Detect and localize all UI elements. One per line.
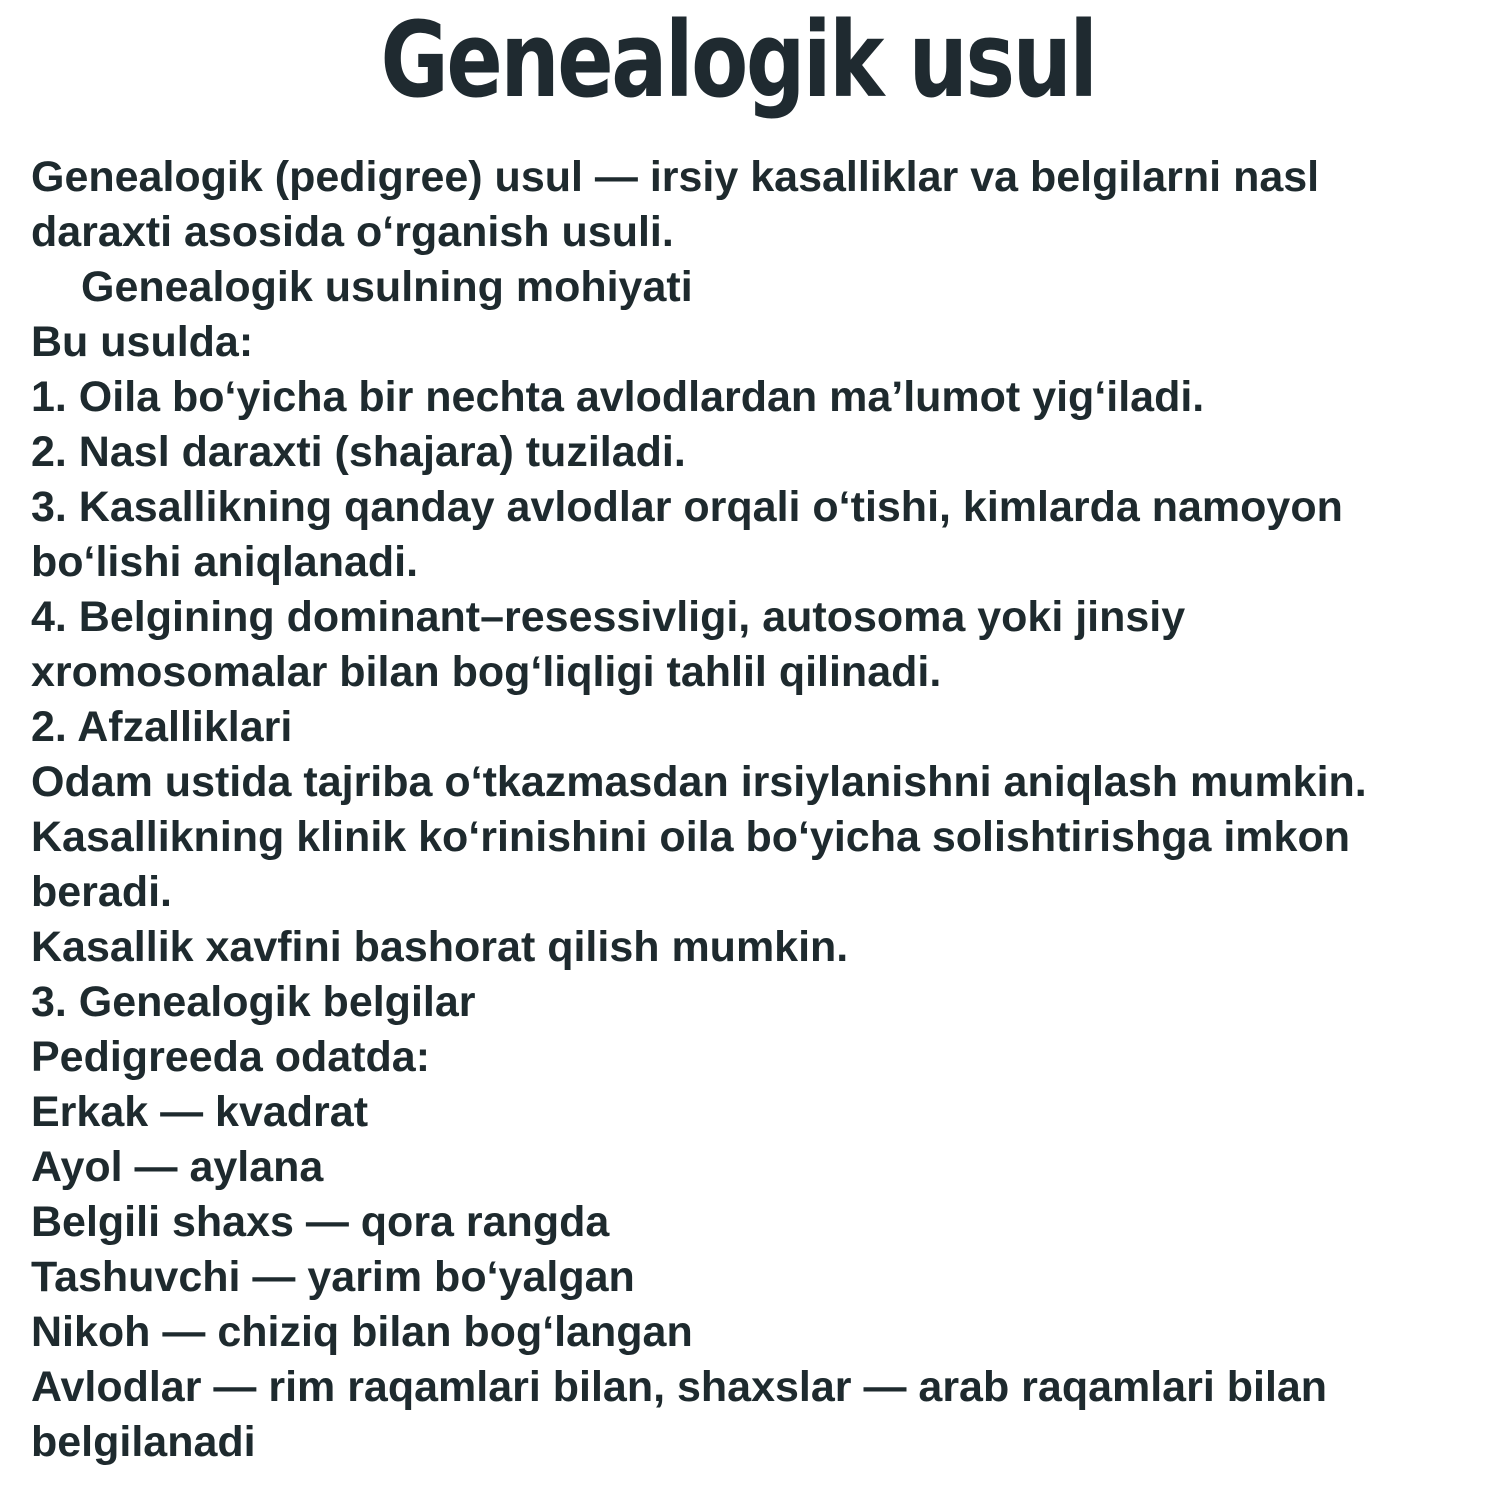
paragraph-line: Kasallikning klinik ko‘rinishini oila bo‘yicha solishtirishga imkon [31,813,1350,861]
section-heading: Genealogik usulning mohiyati [81,263,693,311]
paragraph-line: beradi. [31,868,172,916]
section-heading: 3. Genealogik belgilar [31,978,476,1026]
paragraph-line: Genealogik (pedigree) usul — irsiy kasalliklar va belgilarni nasl [31,153,1320,201]
legend-item: Nikoh — chiziq bilan bog‘langan [31,1308,693,1356]
legend-item: Tashuvchi — yarim bo‘yalgan [31,1253,635,1301]
paragraph-line: Kasallik xavfini bashorat qilish mumkin. [31,923,849,971]
list-item-continuation: xromosomalar bilan bog‘liqligi tahlil qilinadi. [31,648,942,696]
list-item: 4. Belgining dominant–resessivligi, autosoma yoki jinsiy [31,593,1186,641]
list-item: 1. Oila bo‘yicha bir nechta avlodlardan ma’lumot yig‘iladi. [31,373,1205,421]
paragraph-line: Pedigreeda odatda: [31,1033,431,1081]
paragraph-line: Odam ustida tajriba o‘tkazmasdan irsiylanishni aniqlash mumkin. [31,758,1367,806]
legend-item: Avlodlar — rim raqamlari bilan, shaxslar — arab raqamlari bilan [31,1363,1328,1411]
legend-item-continuation: belgilanadi [31,1418,256,1466]
legend-item: Belgili shaxs — qora rangda [31,1198,610,1246]
list-item: 2. Nasl daraxti (shajara) tuziladi. [31,428,686,476]
paragraph-line: Bu usulda: [31,318,254,366]
paragraph-line: daraxti asosida o‘rganish usuli. [31,208,674,256]
legend-item: Erkak — kvadrat [31,1088,369,1136]
section-heading: 2. Afzalliklari [31,703,293,751]
legend-item: Ayol — aylana [31,1143,324,1191]
document-body [31,150,1471,1470]
document-title: Genealogik usul [380,0,1096,121]
list-item: 3. Kasallikning qanday avlodlar orqali o‘tishi, kimlarda namoyon [31,483,1343,531]
list-item-continuation: bo‘lishi aniqlanadi. [31,538,419,586]
